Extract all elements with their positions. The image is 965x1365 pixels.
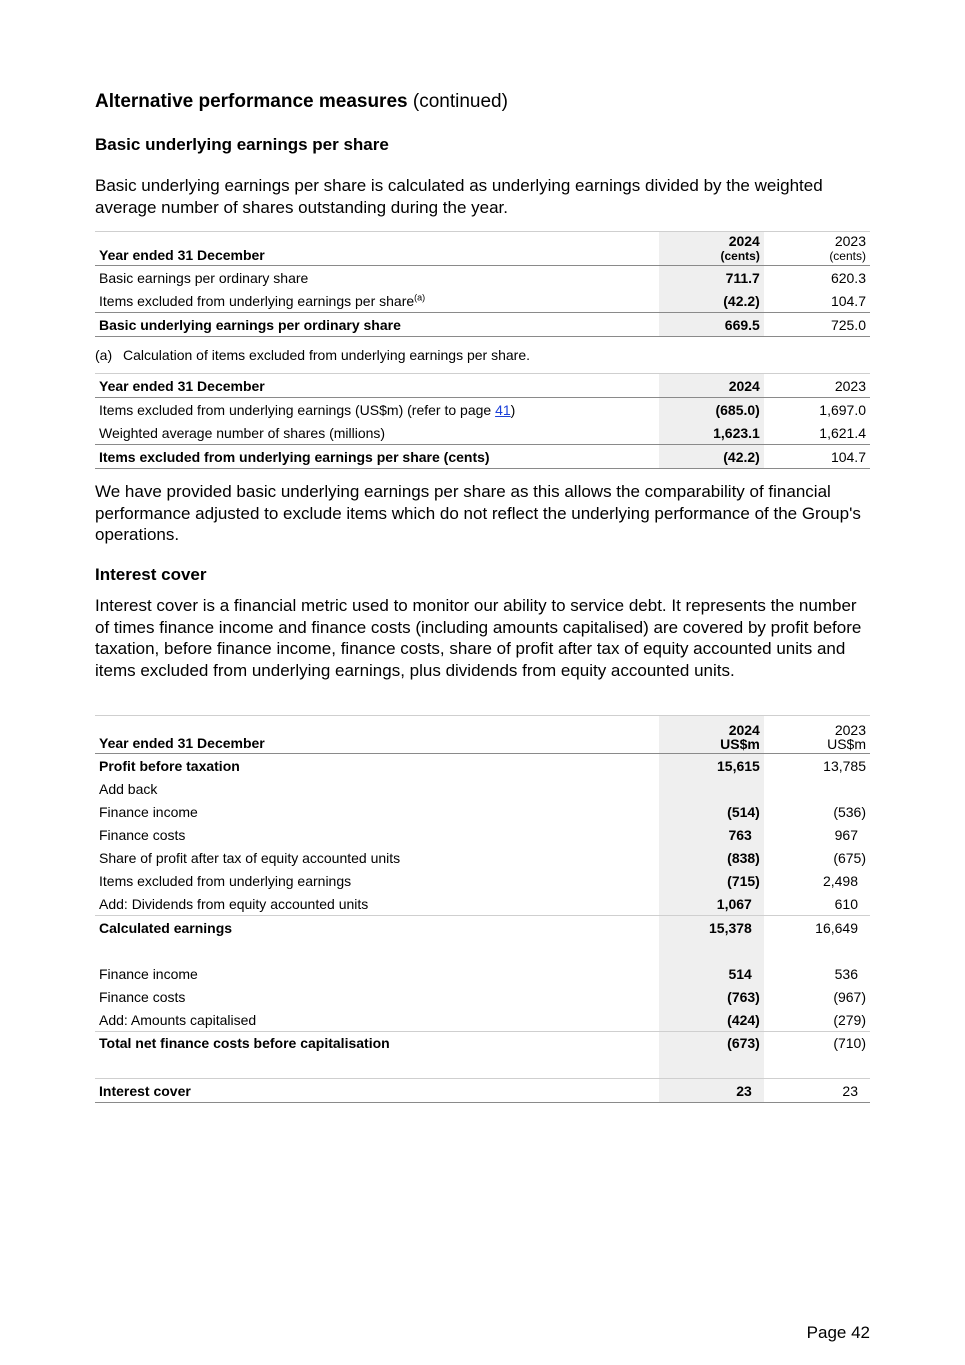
table-row: Add: Dividends from equity accounted units 1,067 610 [95, 892, 870, 916]
table-interest-cover [95, 715, 870, 1103]
table-row: Add: Amounts capitalised (424) (279) [95, 1008, 870, 1032]
table-row: Finance costs 763 967 [95, 823, 870, 846]
table-spacer-row [95, 939, 870, 962]
table-row: Add back [95, 777, 870, 800]
table-row: Finance income 514 536 [95, 962, 870, 985]
table-row: Profit before taxation 15,615 13,785 [95, 754, 870, 778]
table-row-total: Interest cover 23 23 [95, 1079, 870, 1103]
table-header-row: Year ended 31 December 2024 2023 [95, 374, 870, 398]
paragraph-comparability: We have provided basic underlying earnings per share as this allows the comparability of financial performance adjusted to exclude items which do not reflect the underlying performance of the Group's operations. [95, 482, 861, 544]
table-row-subtotal: Total net finance costs before capitalisation (673) (710) [95, 1032, 870, 1079]
section-paragraph-basic-eps: Basic underlying earnings per share is calculated as underlying earnings divided by the weighted average number of shares outstanding during the year. [95, 176, 823, 217]
table-row: Basic earnings per ordinary share 711.7 620.3 [95, 266, 870, 290]
header-label: Year ended 31 December [95, 716, 659, 754]
table-row: Items excluded from underlying earnings (715) 2,498 [95, 869, 870, 892]
table-header-row [95, 716, 870, 754]
header-label: Year ended 31 December [95, 232, 659, 266]
table-row: Finance income (514) (536) [95, 800, 870, 823]
table-row: Finance costs (763) (967) [95, 985, 870, 1008]
table-row: Weighted average number of shares (millions) 1,623.1 1,621.4 [95, 421, 870, 445]
footnote: (a) Calculation of items excluded from underlying earnings per share. [95, 347, 530, 363]
page-number: Page 42 [806, 1323, 870, 1342]
section-paragraph-interest-cover: Interest cover is a financial metric used to monitor our ability to service debt. It represents the number of times finance income and finance costs (including amounts capitalised) are covered by profit before taxation, before finance income, finance costs, share of profit after tax of equity accounted units and items excluded from underlying earnings, plus dividends from equity accounted units. [95, 596, 862, 680]
table-basic-underlying-eps [95, 231, 870, 337]
header-2023: 2023 US$m [764, 716, 870, 754]
table-header-row [95, 232, 870, 266]
table-row: Share of profit after tax of equity accounted units (838) (675) [95, 846, 870, 869]
header-2024: 2024 (cents) [659, 232, 764, 266]
section-title-basic-eps: Basic underlying earnings per share [95, 135, 389, 154]
page-heading: Alternative performance measures (continued) [95, 91, 508, 112]
table-items-excluded [95, 373, 870, 469]
table-row-total: Basic underlying earnings per ordinary share 669.5 725.0 [95, 313, 870, 337]
header-2024: 2024 US$m [659, 716, 764, 754]
footnote-marker: (a) [414, 291, 426, 302]
section-title-interest-cover: Interest cover [95, 565, 207, 584]
table-row: Items excluded from underlying earnings (US$m) (refer to page 41) (685.0) 1,697.0 [95, 398, 870, 422]
table-row-subtotal: Calculated earnings 15,378 16,649 [95, 916, 870, 940]
table-row-total: Items excluded from underlying earnings per share (cents) (42.2) 104.7 [95, 445, 870, 469]
header-2023: 2023 (cents) [764, 232, 870, 266]
table-row: Items excluded from underlying earnings per share$^{(a)}$ (42.2) 104.7 [95, 289, 870, 313]
page-41-link[interactable]: 41 [495, 401, 511, 418]
